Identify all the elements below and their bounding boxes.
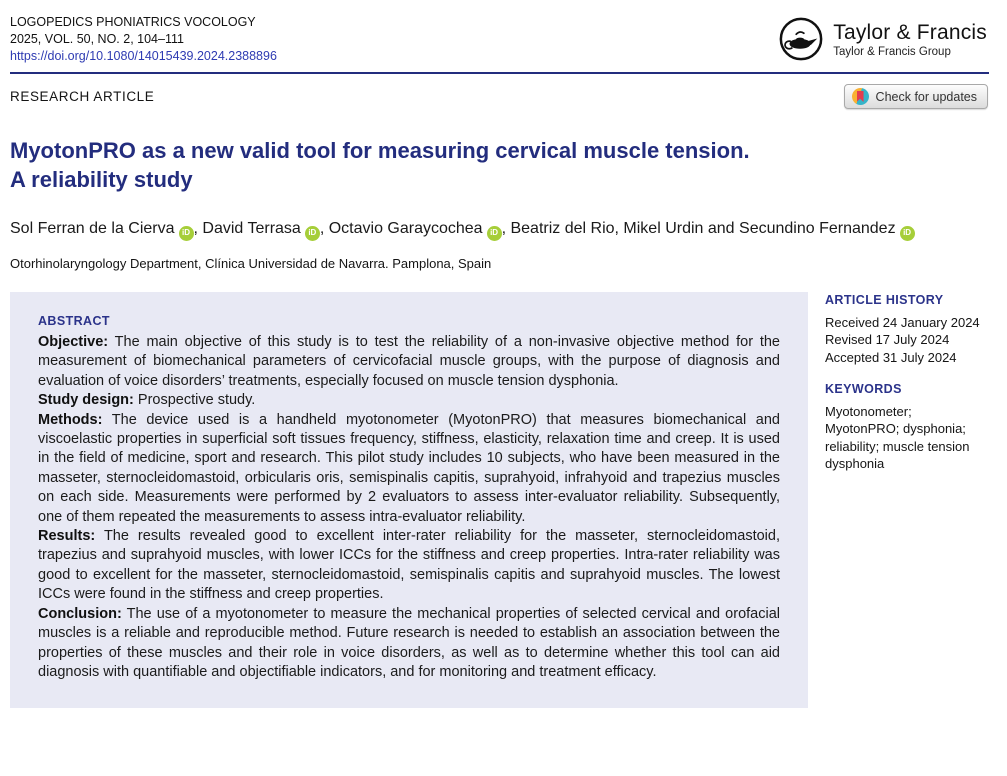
keywords-text: Myotonometer; MyotonPRO; dysphonia; reliability; muscle tension dysphonia — [825, 403, 970, 471]
abstract-section-text: The use of a myotonometer to measure the mechanical properties of selected cervical and orofacial muscles is a reliable and reproducible method. Future research is needed to establish an association between the properties of these muscles and their role in voice disorders, as well as to determine whether this tool can aid diagnosis with quantifiable and objectifiable indicators, and for monitoring and treatment efficacy. — [38, 605, 780, 680]
history-revised: Revised 17 July 2024 — [825, 332, 950, 347]
doi-link[interactable]: https://doi.org/10.1080/14015439.2024.2388896 — [10, 49, 277, 63]
crossmark-icon — [852, 88, 869, 105]
article-type-label: RESEARCH ARTICLE — [10, 89, 155, 104]
publisher-name-block — [833, 21, 987, 58]
author-separator: , — [501, 220, 511, 237]
abstract-heading: ABSTRACT — [38, 314, 110, 328]
author-name: Beatriz del Rio — [510, 220, 615, 237]
abstract-study-design — [38, 391, 780, 410]
taylor-francis-logo-icon — [778, 16, 824, 62]
author-name: Secundino Fernandez — [739, 220, 896, 237]
publisher-logo — [778, 16, 987, 62]
abstract-section-label: Results: — [38, 528, 96, 545]
affiliation: Otorhinolaryngology Department, Clínica Universidad de Navarra. Pamplona, Spain — [10, 256, 492, 271]
keywords-block — [825, 381, 989, 473]
author-separator: , — [614, 220, 624, 237]
author-list — [10, 217, 940, 241]
author-name: Octavio Garaycochea — [328, 220, 483, 237]
article-title — [10, 136, 989, 194]
publisher-name: Taylor & Francis — [833, 20, 987, 44]
abstract-section-label: Conclusion: — [38, 605, 122, 622]
orcid-icon[interactable]: iD — [487, 226, 502, 241]
abstract-section-text: The results revealed good to excellent inter-rater reliability for the masseter, sternocleidomastoid, trapezius and suprahyoid muscles, with lower ICCs for the stiffness and creep properties. Intra-rater reliability was good to excellent for the masseter, sternocleidomastoid, semispinalis capitis and suprahyoid muscles. The lowest ICCs were found in the stiffness and creep properties. — [38, 528, 780, 603]
abstract-section-text: The device used is a handheld myotonometer (MyotonPRO) that measures biomechanical and viscoelastic properties in superficial soft tissues frequency, stiffness, elasticity, relaxation time and creep. It is used in the field of medicine, sport and research. This pilot study includes 10 subjects, who have been measured in the masseter, sternocleidomastoid, orbicularis oris, semispinalis capitis, suprahyoid, infrahyoid and trapezius muscles on each side. Measurements were performed by 2 evaluators to assess inter-evaluator reliability. Subsequently, one of them repeated the measurements to assess intra-evaluator reliability. — [38, 411, 780, 525]
keywords-heading: KEYWORDS — [825, 382, 902, 396]
author-separator: and — [703, 220, 740, 237]
orcid-icon[interactable]: iD — [900, 226, 915, 241]
article-history-heading: ARTICLE HISTORY — [825, 293, 944, 307]
abstract-methods — [38, 411, 780, 527]
abstract-section-text: Prospective study. — [137, 392, 256, 409]
history-accepted: Accepted 31 July 2024 — [825, 349, 957, 365]
article-meta-sidebar — [825, 292, 989, 473]
check-for-updates-label: Check for updates — [875, 89, 977, 104]
main-content — [10, 292, 989, 708]
article-title-line1: MyotonPRO as a new valid tool for measuring cervical muscle tension. — [10, 138, 750, 163]
abstract-section-label: Study design: — [38, 392, 134, 409]
history-received: Received 24 January 2024 — [825, 314, 980, 330]
abstract-objective — [38, 333, 780, 391]
article-type-row — [10, 84, 989, 109]
abstract-section-label: Objective: — [38, 334, 109, 350]
journal-name: LOGOPEDICS PHONIATRICS VOCOLOGY — [10, 15, 256, 29]
author-separator: , — [319, 220, 329, 237]
orcid-icon[interactable]: iD — [179, 226, 194, 241]
article-title-line2: A reliability study — [10, 167, 193, 192]
author-name: David Terrasa — [202, 220, 301, 237]
page-header — [10, 14, 989, 65]
author-name: Mikel Urdin — [623, 220, 704, 237]
header-divider — [10, 72, 989, 74]
abstract-box — [10, 292, 808, 708]
author-name: Sol Ferran de la Cierva — [10, 220, 175, 237]
orcid-icon[interactable]: iD — [305, 226, 320, 241]
abstract-section-text: The main objective of this study is to test the reliability of a non-invasive objective method for the measurement of biomechanical parameters of cervicofacial muscle groups, with the purpose of diagnosis and evaluation of voice disorders’ treatments, especially focused on muscle tension dysphonia. — [38, 334, 780, 389]
abstract-section-label: Methods: — [38, 411, 103, 428]
author-separator: , — [193, 220, 203, 237]
publisher-group: Taylor & Francis Group — [833, 45, 951, 58]
article-history-block — [825, 292, 989, 366]
journal-issue-info: 2025, VOL. 50, NO. 2, 104–111 — [10, 32, 184, 46]
check-for-updates-button[interactable] — [844, 84, 988, 109]
abstract-results — [38, 527, 780, 605]
abstract-conclusion — [38, 605, 780, 683]
journal-info — [10, 14, 277, 65]
